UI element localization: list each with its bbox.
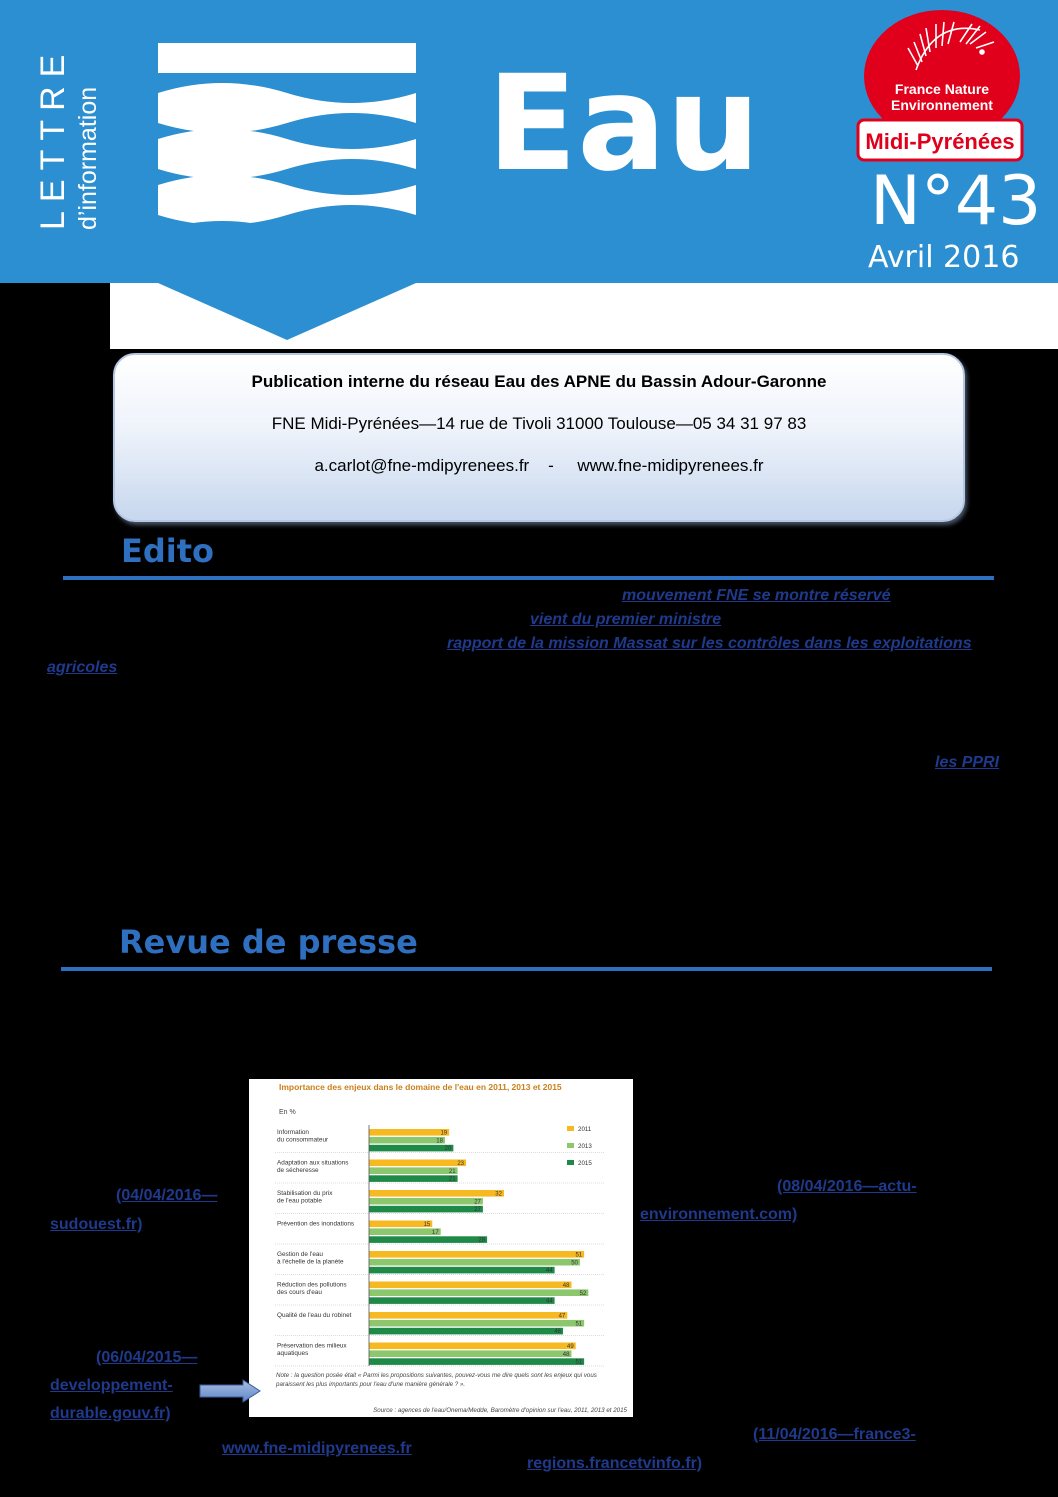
chart-legend-label: 2013 (578, 1143, 592, 1150)
chart-category-label: Qualité de l'eau du robinet (277, 1312, 352, 1319)
chart-data-label: 50 (571, 1260, 578, 1267)
chart-bar-2015 (369, 1267, 555, 1274)
chart-category-label: de sécheresse (277, 1167, 319, 1174)
contact-line (115, 456, 963, 476)
chart-bar-2013 (369, 1289, 588, 1296)
chart-category-label: Prévention des inondations (277, 1220, 355, 1228)
chart-category-label: à l'échelle de la planète (277, 1258, 344, 1266)
chart-title: Importance des enjeux dans le domaine de l'eau en 2011, 2013 et 2015 (279, 1082, 562, 1092)
issue-number: N°43 (870, 162, 1042, 241)
edito-link-ppri[interactable]: les PPRI (935, 754, 1000, 771)
chart-category-label: des cours d'eau (277, 1289, 322, 1296)
chart-bar-2011 (369, 1312, 567, 1319)
chart-note-2: paraissent les plus importants pour l'eau d'une manière générale ? ». (276, 1381, 466, 1388)
chart-data-label: 23 (457, 1160, 465, 1167)
chart-bar-2013 (369, 1198, 483, 1205)
logo-line1: France Nature (894, 81, 990, 97)
chart-data-label: 15 (423, 1221, 431, 1228)
chart-bar-2011 (369, 1129, 449, 1136)
chart-bar-2015 (369, 1297, 555, 1304)
publication-info-box (113, 353, 965, 522)
chart-category-label: Information (277, 1129, 309, 1136)
chart-data-label: 20 (444, 1146, 452, 1153)
chart-bar-2011 (369, 1190, 504, 1197)
chart-category-label: Gestion de l'eau (277, 1251, 323, 1258)
chart-unit-label: En % (279, 1109, 296, 1116)
chart-bar-2015 (369, 1236, 487, 1243)
link-dd-site-1[interactable]: developpement- (50, 1377, 173, 1394)
chart-bar-2011 (369, 1160, 466, 1167)
publication-line: Publication interne du réseau Eau des APNE du Bassin Adour-Garonne (251, 372, 827, 391)
chart-category-label: Adaptation aux situations (277, 1159, 349, 1167)
enjeux-eau-chart (249, 1079, 633, 1417)
chart-bar-2013 (369, 1259, 580, 1266)
edito-link-premier-ministre[interactable]: vient du premier ministre (530, 611, 722, 628)
edito-rule (63, 576, 994, 580)
chart-bar-2015 (369, 1206, 483, 1213)
chart-data-label: 44 (545, 1298, 553, 1305)
newsletter-title: Eau (487, 47, 761, 201)
chart-data-label: 44 (545, 1268, 553, 1275)
chart-legend-swatch (567, 1160, 574, 1165)
chart-data-label: 46 (554, 1329, 562, 1336)
chart-data-label: 47 (558, 1313, 566, 1320)
chart-data-label: 49 (567, 1343, 574, 1350)
link-dd-date[interactable]: (06/04/2015— (96, 1349, 198, 1366)
chart-note-1: Note : la question posée était « Parmi les propositions suivantes, pouvez-vous me dire quels sont les enjeux qui vous (276, 1372, 597, 1379)
chart-bar-2013 (369, 1350, 571, 1357)
chart-data-label: 27 (474, 1207, 481, 1214)
chart-source: Source : agences de l'eau/Onema/Medde, Baromètre d'opinion sur l'eau, 2011, 2013 et 2015 (373, 1407, 627, 1414)
chart-data-label: 48 (562, 1282, 570, 1289)
chart-data-label: 27 (474, 1199, 481, 1206)
chart-bar-2013 (369, 1228, 441, 1235)
arrow-right-icon (199, 1379, 261, 1403)
logo-line2: Environnement (891, 97, 993, 113)
chart-bar-2011 (369, 1251, 584, 1258)
link-dd-site-2[interactable]: durable.gouv.fr) (50, 1405, 171, 1422)
chart-data-label: 52 (579, 1290, 587, 1297)
chart-category-label: du consommateur (277, 1136, 329, 1144)
issue-date: Avril 2016 (868, 240, 1020, 275)
chart-category-label: Réduction des pollutions (277, 1281, 347, 1289)
link-france3-site[interactable]: regions.francetvinfo.fr) (527, 1455, 703, 1472)
link-sudouest-site[interactable]: sudouest.fr) (50, 1216, 143, 1233)
revue-title: Revue de presse (119, 923, 418, 961)
chart-data-label: 51 (575, 1321, 583, 1328)
chart-bar-2013 (369, 1167, 458, 1174)
edito-title: Edito (121, 532, 215, 570)
chart-category-label: Préservation des milieux (277, 1342, 347, 1350)
chart-category-label: Stabilisation du prix (277, 1190, 333, 1197)
chart-data-label: 28 (478, 1237, 486, 1244)
chart-legend-label: 2011 (578, 1126, 592, 1133)
logo-region: Midi-Pyrénées (865, 129, 1015, 154)
email-link[interactable]: a.carlot@fne-mdipyrenees.fr (314, 456, 530, 475)
enjeux-eau-chart-svg (249, 1079, 633, 1417)
fne-logo (856, 8, 1026, 163)
water-waves-icon (150, 35, 425, 345)
website-link[interactable]: www.fne-midipyrenees.fr (577, 456, 764, 475)
contact-separator: - (548, 456, 554, 475)
chart-category-label: aquatiques (277, 1350, 309, 1357)
chart-data-label: 51 (575, 1359, 583, 1366)
chart-legend-swatch (567, 1143, 574, 1148)
chart-data-label: 17 (432, 1229, 439, 1236)
chart-data-label: 21 (448, 1168, 456, 1175)
chart-bar-2013 (369, 1320, 584, 1327)
chart-bar-2015 (369, 1145, 453, 1152)
dinformation-label: d’information (74, 86, 102, 230)
chart-legend-label: 2015 (578, 1160, 592, 1167)
chart-data-label: 51 (575, 1252, 583, 1259)
chart-legend-swatch (567, 1126, 574, 1131)
link-sudouest-date[interactable]: (04/04/2016— (116, 1187, 218, 1204)
chart-bar-2013 (369, 1137, 445, 1144)
link-fne-site[interactable]: www.fne-midipyrenees.fr (222, 1440, 412, 1457)
chart-category-label: de l'eau potable (277, 1197, 322, 1205)
chart-data-label: 48 (562, 1351, 570, 1358)
link-actu-site[interactable]: environnement.com) (640, 1206, 798, 1223)
chart-bar-2015 (369, 1175, 458, 1182)
chart-data-label: 19 (440, 1130, 448, 1137)
edito-link-mission-massat[interactable]: rapport de la mission Massat sur les contrôles dans les exploitations (447, 635, 972, 652)
edito-link-fne-reserve[interactable]: mouvement FNE se montre réservé (622, 587, 891, 604)
address-line: FNE Midi-Pyrénées—14 rue de Tivoli 31000 Toulouse—05 34 31 97 83 (271, 414, 807, 433)
chart-data-label: 21 (448, 1176, 456, 1183)
lettre-label: LETTRE (34, 45, 72, 230)
lettre-vertical-title (30, 40, 110, 230)
link-france3-date[interactable]: (11/04/2016—france3- (753, 1426, 916, 1443)
chart-data-label: 32 (495, 1191, 502, 1198)
edito-link-agricoles[interactable]: agricoles (47, 659, 118, 676)
revue-rule (61, 967, 992, 971)
chart-bar-2015 (369, 1358, 584, 1365)
link-actu-date[interactable]: (08/04/2016—actu- (777, 1178, 917, 1195)
chart-bar-2011 (369, 1343, 576, 1350)
chart-data-label: 18 (436, 1138, 443, 1145)
chart-bar-2011 (369, 1282, 571, 1289)
chart-bar-2015 (369, 1328, 563, 1335)
